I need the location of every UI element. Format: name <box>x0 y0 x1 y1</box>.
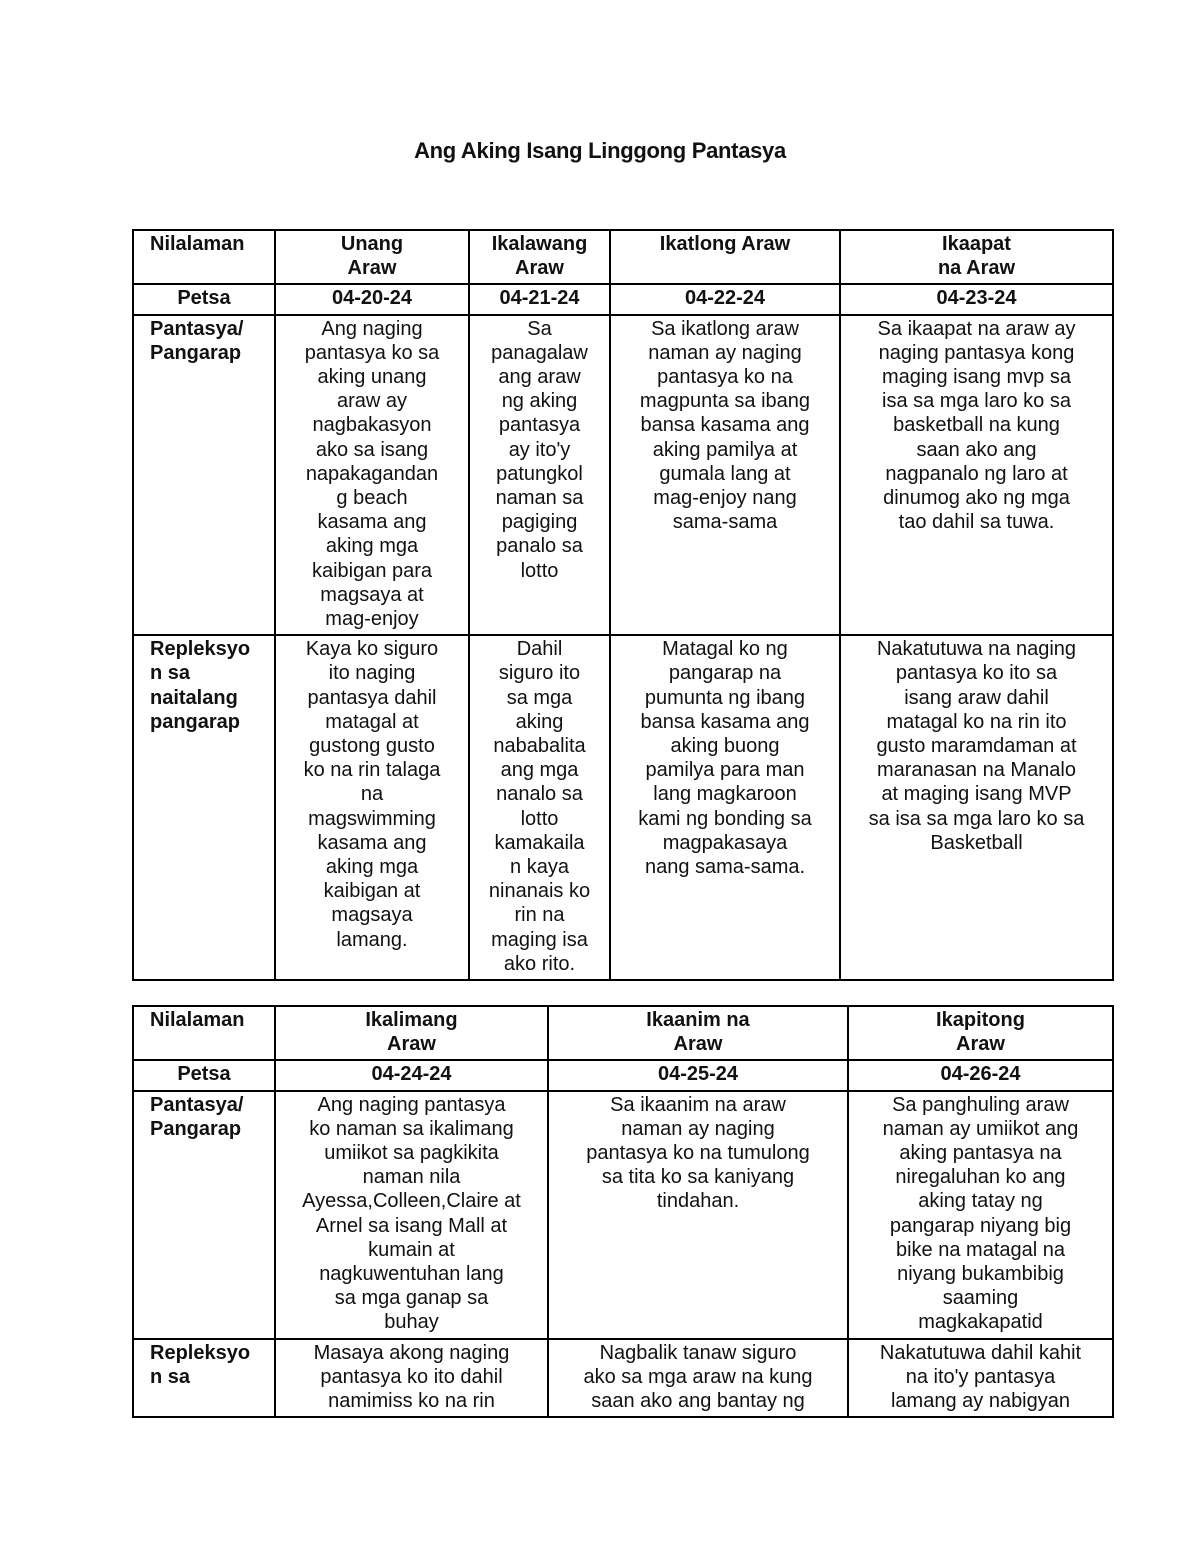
header-nilalaman: Nilalaman <box>133 230 275 284</box>
row-label-pantasya: Pantasya/ Pangarap <box>133 1091 275 1339</box>
date-day-4: 04-23-24 <box>840 284 1113 314</box>
table-row-repleksyon <box>133 1339 1113 1418</box>
header-day-7: Ikapitong Araw <box>848 1006 1113 1060</box>
pantasya-day-2: Sa panagalaw ang araw ng aking pantasya ay ito'y patungkol naman sa pagiging panalo sa lotto <box>469 315 610 636</box>
table-header-row <box>133 1006 1113 1060</box>
header-day-5: Ikalimang Araw <box>275 1006 548 1060</box>
date-day-7: 04-26-24 <box>848 1060 1113 1090</box>
repleksyon-day-1: Kaya ko siguro ito naging pantasya dahil matagal at gustong gusto ko na rin talaga na magswimming kasama ang aking mga kaibigan at magsaya lamang. <box>275 635 469 980</box>
date-day-5: 04-24-24 <box>275 1060 548 1090</box>
table-row-repleksyon <box>133 635 1113 980</box>
repleksyon-day-7: Nakatutuwa dahil kahit na ito'y pantasya lamang ay nabigyan <box>848 1339 1113 1418</box>
header-day-2: Ikalawang Araw <box>469 230 610 284</box>
pantasya-day-3: Sa ikatlong araw naman ay naging pantasya ko na magpunta sa ibang bansa kasama ang aking pamilya at gumala lang at mag-enjoy nang sama-sama <box>610 315 840 636</box>
table-row-pantasya <box>133 315 1113 636</box>
pantasya-day-6: Sa ikaanim na araw naman ay naging pantasya ko na tumulong sa tita ko sa kaniyang tindahan. <box>548 1091 848 1339</box>
table-row-petsa <box>133 1060 1113 1090</box>
fantasy-table-days-5-7 <box>132 1005 1114 1418</box>
date-day-1: 04-20-24 <box>275 284 469 314</box>
document-title: Ang Aking Isang Linggong Pantasya <box>414 138 786 163</box>
header-day-3: Ikatlong Araw <box>610 230 840 284</box>
date-day-6: 04-25-24 <box>548 1060 848 1090</box>
repleksyon-day-2: Dahil siguro ito sa mga aking nababalita ang mga nanalo sa lotto kamakaila n kaya ninanais ko rin na maging isa ako rito. <box>469 635 610 980</box>
header-day-6: Ikaanim na Araw <box>548 1006 848 1060</box>
date-day-2: 04-21-24 <box>469 284 610 314</box>
repleksyon-day-6: Nagbalik tanaw siguro ako sa mga araw na kung saan ako ang bantay ng <box>548 1339 848 1418</box>
row-label-petsa: Petsa <box>133 284 275 314</box>
row-label-pantasya: Pantasya/ Pangarap <box>133 315 275 636</box>
repleksyon-day-4: Nakatutuwa na naging pantasya ko ito sa isang araw dahil matagal ko na rin ito gusto maramdaman at maranasan na Manalo at maging isang MVP sa isa sa mga laro ko sa Basketball <box>840 635 1113 980</box>
row-label-petsa: Petsa <box>133 1060 275 1090</box>
date-day-3: 04-22-24 <box>610 284 840 314</box>
table-row-petsa <box>133 284 1113 314</box>
header-day-4: Ikaapat na Araw <box>840 230 1113 284</box>
header-day-1: Unang Araw <box>275 230 469 284</box>
table-row-pantasya <box>133 1091 1113 1339</box>
pantasya-day-7: Sa panghuling araw naman ay umiikot ang aking pantasya na niregaluhan ko ang aking tatay ng pangarap niyang big bike na matagal na niyang bukambibig saaming magkakapatid <box>848 1091 1113 1339</box>
table-header-row <box>133 230 1113 284</box>
row-label-repleksyon: Repleksyo n sa naitalang pangarap <box>133 635 275 980</box>
fantasy-table-days-1-4 <box>132 229 1114 981</box>
pantasya-day-4: Sa ikaapat na araw ay naging pantasya kong maging isang mvp sa isa sa mga laro ko sa basketball na kung saan ako ang nagpanalo ng laro at dinumog ako ng mga tao dahil sa tuwa. <box>840 315 1113 636</box>
repleksyon-day-3: Matagal ko ng pangarap na pumunta ng ibang bansa kasama ang aking buong pamilya para man lang magkaroon kami ng bonding sa magpakasaya nang sama-sama. <box>610 635 840 980</box>
pantasya-day-5: Ang naging pantasya ko naman sa ikalimang umiikot sa pagkikita naman nila Ayessa,Colleen,Claire at Arnel sa isang Mall at kumain at nagkuwentuhan lang sa mga ganap sa buhay <box>275 1091 548 1339</box>
repleksyon-day-5: Masaya akong naging pantasya ko ito dahil namimiss ko na rin <box>275 1339 548 1418</box>
row-label-repleksyon: Repleksyo n sa <box>133 1339 275 1418</box>
pantasya-day-1: Ang naging pantasya ko sa aking unang araw ay nagbakasyon ako sa isang napakagandan g beach kasama ang aking mga kaibigan para magsaya at mag-enjoy <box>275 315 469 636</box>
header-nilalaman: Nilalaman <box>133 1006 275 1060</box>
